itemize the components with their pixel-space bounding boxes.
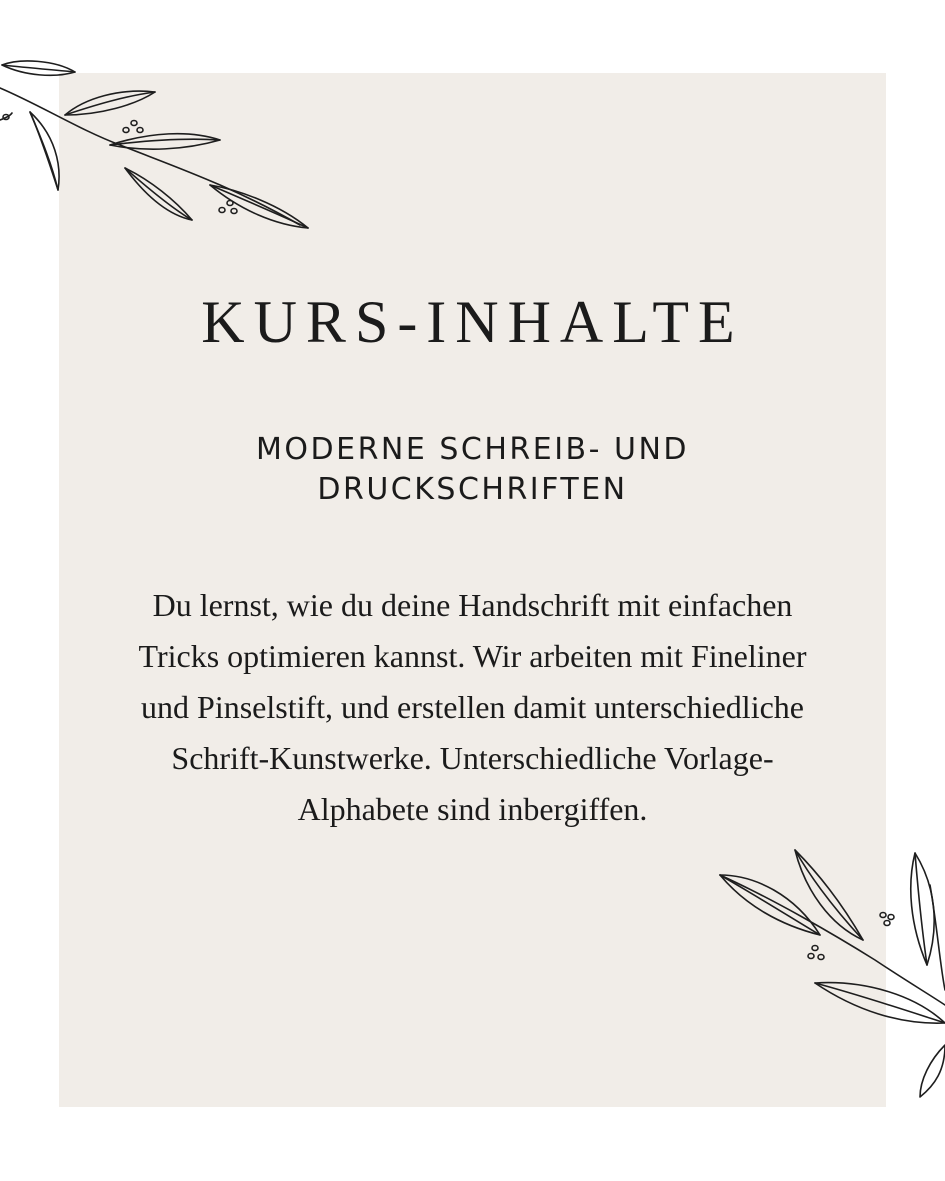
course-description <box>110 580 835 835</box>
leaf-branch-top-left-illustration <box>0 50 320 240</box>
subtitle-line-2: DRUCKSCHRIFTEN <box>317 472 628 507</box>
leaf-branch-bottom-right-illustration <box>715 845 945 1105</box>
description-line: Schrift-Kunstwerke. Unterschiedliche Vorlage- <box>171 740 774 776</box>
description-line: Du lernst, wie du deine Handschrift mit einfachen <box>152 587 793 623</box>
subtitle-line-1: MODERNE SCHREIB- UND <box>256 432 689 467</box>
description-line: und Pinselstift, und erstellen damit unterschiedliche <box>141 689 804 725</box>
description-line: Tricks optimieren kannst. Wir arbeiten mit Fineliner <box>138 638 807 674</box>
course-subtitle <box>0 430 945 510</box>
description-line: Alphabete sind inbergiffen. <box>297 791 648 827</box>
page-title: KURS-INHALTE <box>201 289 744 355</box>
